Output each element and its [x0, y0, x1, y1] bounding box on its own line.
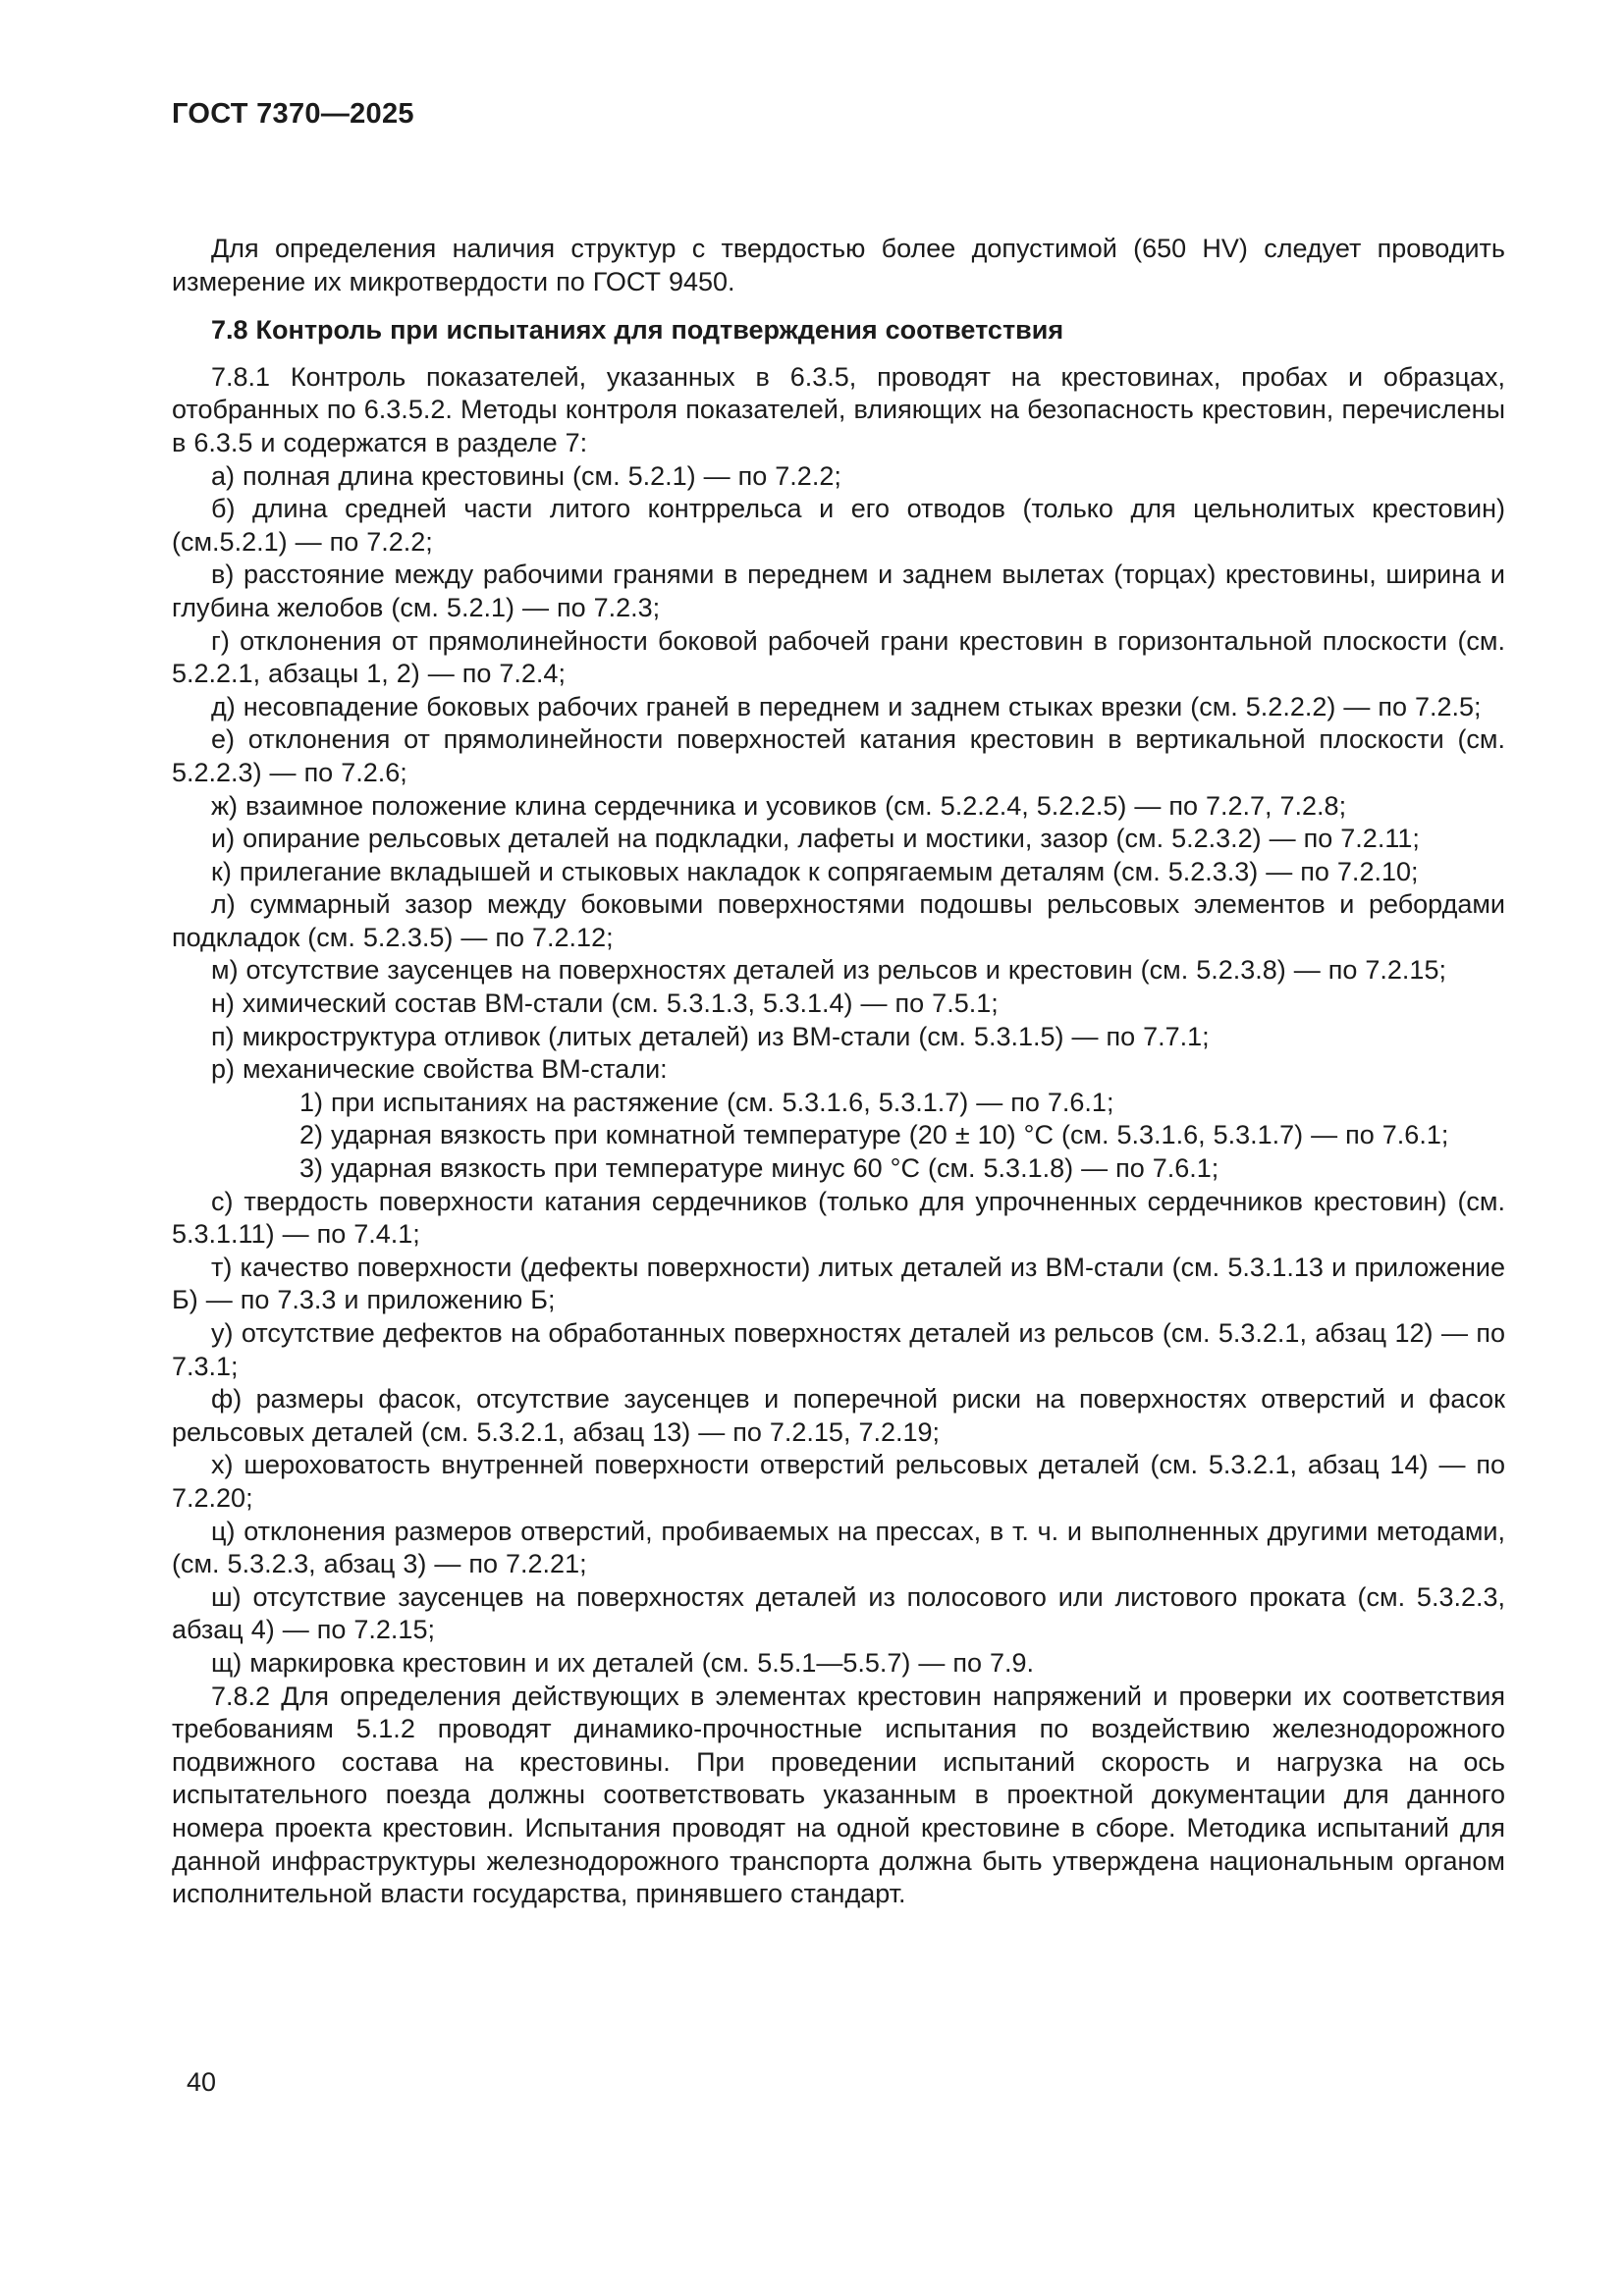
paragraph: ж) взаимное положение клина сердечника и усовиков (см. 5.2.2.4, 5.2.2.5) — по 7.2.7, 7.2.8;	[211, 790, 1347, 821]
sub-list-item: 2) ударная вязкость при комнатной температуре (20 ± 10) °С (см. 5.3.1.6, 5.3.1.7) — по 7.6.1;	[299, 1120, 1449, 1150]
paragraph: 7.8.1 Контроль показателей, указанных в 6.3.5, проводят на крестовинах, пробах и образцах, отобранных по 6.3.5.2. Методы контроля показателей, влияющих на безопасность крестовин, перечислены в 6.3.5 и содержатся в разделе 7:	[172, 361, 1505, 457]
paragraph: б) длина средней части литого контррельса и его отводов (только для цельнолитых крестовин) (см.5.2.1) — по 7.2.2;	[172, 494, 1505, 557]
paragraph: н) химический состав ВМ-стали (см. 5.3.1.3, 5.3.1.4) — по 7.5.1;	[211, 988, 999, 1019]
paragraph: и) опирание рельсовых деталей на подкладки, лафеты и мостики, зазор (см. 5.2.3.2) — по 7.2.11;	[211, 824, 1420, 854]
paragraph: т) качество поверхности (дефекты поверхности) литых деталей из ВМ-стали (см. 5.3.1.13 и приложение Б) — по 7.3.3 и приложению Б;	[172, 1252, 1505, 1315]
paragraph: л) суммарный зазор между боковыми поверхностями подошвы рельсовых элементов и ребордами подкладок (см. 5.2.3.5) — по 7.2.12;	[172, 889, 1505, 952]
paragraph: д) несовпадение боковых рабочих граней в переднем и заднем стыках врезки (см. 5.2.2.2) — по 7.2.5;	[211, 691, 1482, 721]
paragraph: г) отклонения от прямолинейности боковой рабочей грани крестовин в горизонтальной плоскости (см. 5.2.2.1, абзацы 1, 2) — по 7.2.4;	[172, 625, 1505, 689]
paragraph: п) микроструктура отливок (литых деталей) из ВМ-стали (см. 5.3.1.5) — по 7.7.1;	[211, 1021, 1210, 1051]
paragraph: м) отсутствие заусенцев на поверхностях деталей из рельсов и крестовин (см. 5.2.3.8) — по 7.2.15;	[211, 955, 1446, 986]
paragraph: ф) размеры фасок, отсутствие заусенцев и поперечной риски на поверхностях отверстий и фасок рельсовых деталей (см. 5.3.2.1, абзац 13) — по 7.2.15, 7.2.19;	[172, 1384, 1505, 1447]
doc-number-header: ГОСТ 7370—2025	[172, 98, 414, 130]
paragraph: ц) отклонения размеров отверстий, пробиваемых на прессах, в т. ч. и выполненных другими методами, (см. 5.3.2.3, абзац 3) — по 7.2.21;	[172, 1516, 1505, 1579]
paragraph: е) отклонения от прямолинейности поверхностей катания крестовин в вертикальной плоскости (см. 5.2.2.3) — по 7.2.6;	[172, 724, 1505, 787]
paragraph: к) прилегание вкладышей и стыковых накладок к сопрягаемым деталям (см. 5.2.3.3) — по 7.2.10;	[211, 856, 1419, 886]
section-heading: 7.8 Контроль при испытаниях для подтверждения соответствия	[211, 315, 1064, 346]
paragraph: щ) маркировка крестовин и их деталей (см. 5.5.1—5.5.7) — по 7.9.	[211, 1647, 1035, 1678]
paragraph: р) механические свойства ВМ-стали:	[211, 1054, 668, 1085]
sub-list-item: 1) при испытаниях на растяжение (см. 5.3.1.6, 5.3.1.7) — по 7.6.1;	[299, 1087, 1114, 1117]
paragraph: х) шероховатость внутренней поверхности отверстий рельсовых деталей (см. 5.3.2.1, абзац 14) — по 7.2.20;	[172, 1450, 1505, 1513]
paragraph: с) твердость поверхности катания сердечников (только для упрочненных сердечников крестовин) (см. 5.3.1.11) — по 7.4.1;	[172, 1186, 1505, 1250]
document-body	[172, 233, 1505, 1911]
page-number: 40	[187, 2067, 217, 2097]
paragraph: у) отсутствие дефектов на обработанных поверхностях деталей из рельсов (см. 5.3.2.1, абзац 12) — по 7.3.1;	[172, 1318, 1505, 1381]
paragraph: Для определения наличия структур с твердостью более допустимой (650 HV) следует проводить измерение их микротвердости по ГОСТ 9450.	[172, 234, 1505, 296]
paragraph: а) полная длина крестовины (см. 5.2.1) — по 7.2.2;	[211, 460, 841, 491]
paragraph: ш) отсутствие заусенцев на поверхностях деталей из полосового или листового проката (см. 5.3.2.3, абзац 4) — по 7.2.15;	[172, 1581, 1505, 1645]
paragraph: в) расстояние между рабочими гранями в переднем и заднем вылетах (торцах) крестовины, ширина и глубина желобов (см. 5.2.1) — по 7.2.3;	[172, 560, 1505, 622]
paragraph: 7.8.2 Для определения действующих в элементах крестовин напряжений и проверки их соответствия требованиям 5.1.2 проводят динамико-прочностные испытания по воздействию железнодорожного подвижного состава на крестовины. При проведении испытаний скорость и нагрузка на ось испытательного поезда должны соответствовать указанным в проектной документации для данного номера проекта крестовин. Испытания проводят на одной крестовине в сборе. Методика испытаний для данной инфраструктуры железнодорожного транспорта должна быть утверждена национальным органом исполнительной власти государства, принявшего стандарт.	[172, 1681, 1505, 1909]
sub-list-item: 3) ударная вязкость при температуре минус 60 °С (см. 5.3.1.8) — по 7.6.1;	[299, 1153, 1219, 1184]
